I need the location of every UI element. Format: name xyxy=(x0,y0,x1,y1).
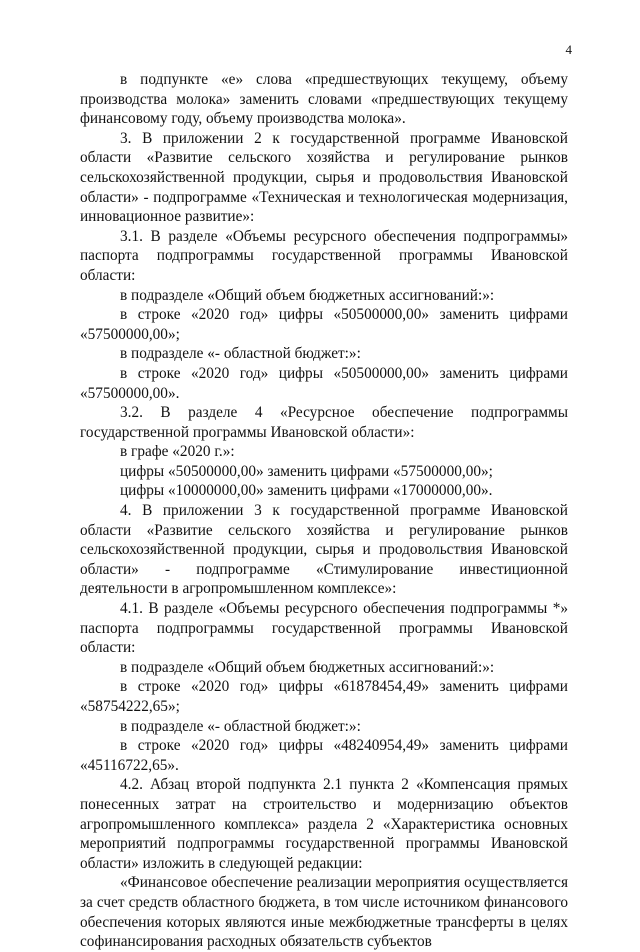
paragraph: 3. В приложении 2 к государственной программе Ивановской области «Развитие сельского хозяйства и регулирование рынков сельскохозяйственной продукции, сырья и продовольствия Ивановской области» - подпрограмме «Техническая и технологическая модернизация, инновационное развитие»: xyxy=(80,129,568,226)
paragraph: цифры «50500000,00» заменить цифрами «57500000,00»; xyxy=(120,462,493,480)
paragraph: в подпункте «е» слова «предшествующих текущему, объему производства молока» заменить словами «предшествующих текущему финансовому году, объему производства молока». xyxy=(80,71,568,128)
paragraph: 4.2. Абзац второй подпункта 2.1 пункта 2 «Компенсация прямых понесенных затрат на строительство и модернизацию объектов агропромышленного комплекса» раздела 2 «Характеристика основных мероприятий подпрограммы государственной программы Ивановской области» изложить в следующей редакции: xyxy=(80,776,568,872)
paragraph: 4.1. В разделе «Объемы ресурсного обеспечения подпрограммы *» паспорта подпрограммы государственной программы Ивановской области: xyxy=(80,600,568,657)
paragraph: цифры «10000000,00» заменить цифрами «17000000,00». xyxy=(120,482,493,500)
paragraph: в строке «2020 год» цифры «50500000,00» заменить цифрами «57500000,00»; xyxy=(80,306,568,343)
paragraph: в строке «2020 год» цифры «61878454,49» заменить цифрами «58754222,65»; xyxy=(80,678,568,715)
paragraph: «Финансовое обеспечение реализации мероприятия осуществляется за счет средств областного бюджета, в том числе источником финансового обеспечения которых являются иные межбюджетные трансферты в целях софинансирования расходных обязательств субъектов xyxy=(80,874,568,951)
paragraph: 3.1. В разделе «Объемы ресурсного обеспечения подпрограммы» паспорта подпрограммы государственной программы Ивановской области: xyxy=(80,227,568,284)
paragraph: в подразделе «Общий объем бюджетных ассигнований:»: xyxy=(120,658,495,676)
paragraph: в строке «2020 год» цифры «48240954,49» заменить цифрами «45116722,65». xyxy=(80,737,568,774)
paragraph: в графе «2020 г.»: xyxy=(120,443,235,461)
paragraph: в подразделе «- областной бюджет:»: xyxy=(120,717,361,735)
paragraph: в подразделе «- областной бюджет:»: xyxy=(120,345,361,363)
document-body xyxy=(80,70,568,952)
paragraph: 3.2. В разделе 4 «Ресурсное обеспечение подпрограммы государственной программы Ивановской области»: xyxy=(80,404,568,441)
page-number: 4 xyxy=(565,42,572,57)
paragraph: в подразделе «Общий объем бюджетных ассигнований:»: xyxy=(120,286,495,304)
paragraph: в строке «2020 год» цифры «50500000,00» заменить цифрами «57500000,00». xyxy=(80,364,568,402)
paragraph: 4. В приложении 3 к государственной программе Ивановской области «Развитие сельского хозяйства и регулирование рынков сельскохозяйственной продукции, сырья и продовольствия Ивановской области» - подпрограмме «Стимулирование инвестиционной деятельности в агропромышленном комплексе»: xyxy=(80,502,568,598)
